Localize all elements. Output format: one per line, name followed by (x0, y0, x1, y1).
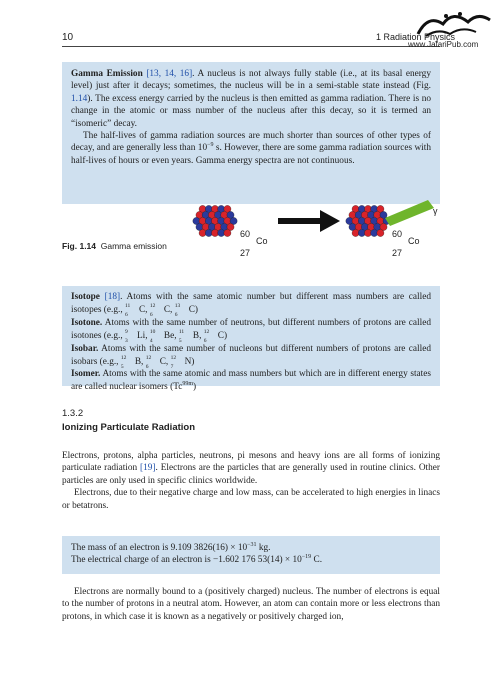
left-number: 27 (240, 248, 251, 258)
gamma-emission-figure (180, 200, 450, 264)
header-rule (62, 46, 440, 47)
isotope-examples (124, 303, 195, 319)
nuclide-notation: 12 6 (203, 329, 210, 345)
nuclide-symbol: C, (159, 357, 171, 368)
figure-caption: Fig. 1.14 Gamma emission (62, 241, 167, 251)
isotone-examples (124, 329, 224, 345)
nuclide-symbol: C, (163, 305, 175, 316)
right-symbol: Co (408, 236, 420, 246)
electron-constants-box: The mass of an electron is 9.109 $3826(16) \times 10^{-31}$ kg. The electrical charge of an electron is −1.602 176 $53(14) \times 10^{-19}$ C. (62, 536, 440, 574)
nuclide-symbol: Li, (136, 331, 150, 342)
nuclide-notation: 10 4 (149, 329, 156, 345)
gamma-symbol: γ (433, 206, 438, 216)
isotope-ref[interactable]: [18] (104, 292, 121, 302)
nuclide-symbol: Be, (163, 331, 179, 342)
body-text-2: Electrons are normally bound to a (positively charged) nucleus. The number of electrons is equal to the number of protons in a neutral atom. However, an atom can contain more or less electrons than protons, in which case it is known as a negatively or positively charged ion, (62, 587, 440, 622)
section-title: Ionizing Particulate Radiation (62, 422, 196, 433)
nucleus-left-icon (193, 205, 237, 236)
nucleon (377, 229, 384, 236)
nucleus-right-icon (346, 205, 390, 236)
nucleon (224, 229, 231, 236)
left-symbol: Co (256, 236, 268, 246)
publisher-url: www.JafariPub.com (408, 40, 479, 49)
nuclide-notation: 12 7 (170, 355, 177, 371)
right-number: 27 (392, 248, 403, 258)
running-title: 1 Radiation Physics (376, 32, 456, 42)
nuclide-symbol: C, (138, 305, 150, 316)
gamma-emission-box: Gamma Emission [13, 14, 16]. A nucleus is not always fully stable (i.e., at its basal energy level) just after it decays; sometimes, the nucleus will be in a semi-stable state instead (Fig. 1.14). The excess energy carried by the nucleus is then emitted as gamma radiation. There is no change in the atomic or mass number of the nucleus after this decay, so it is termed an “isomeric” decay. The half-lives of gamma radiation sources are much shorter than sources of other types of decay, and are generally less than $10^{-9}$ s. However, there are some gamma radiation sources with half-lives of hours or even years. Gamma energy spectra are not continuous. (62, 62, 440, 204)
arrow-icon (278, 210, 340, 232)
nuclide-notation: 11 6 (124, 303, 131, 319)
section-number: 1.3.2 (62, 408, 84, 419)
nuclide-notation: 11 5 (178, 329, 185, 345)
nuclide-notation: 12 6 (149, 303, 156, 319)
nuclide-notation: 12 5 (120, 355, 127, 371)
figure-link[interactable]: 1.14 (71, 93, 88, 104)
nuclide-notation: 12 6 (145, 355, 152, 371)
nuclide-symbol: B, (192, 331, 204, 342)
nuclide-symbol: B, (134, 357, 146, 368)
isobar-examples (120, 355, 192, 371)
gamma-ray-icon (385, 200, 434, 226)
nuclide-symbol: N (184, 357, 192, 368)
page-number: 10 (62, 32, 74, 43)
nuclide-notation: 9 3 (124, 329, 128, 345)
isotope-definitions-box: Isotope [18]. Atoms with the same atomic number but different mass numbers are called isotopes (e.g., 11 6 C, 12 6 C, 13 6 C) Isotone. Atoms with the same number of neutrons, but different numbers of protons are called isotones (e.g., 9 3 Li, 10 4 Be, 11 5 B, 12 6 C) Isobar. Atoms with the same number of nucleons but different numbers of protons are called isobars (e.g., 12 5 B, 12 6 C, 12 7 N) Isomer. Atoms with the same atomic and mass numbers but which are in different energy states are called nuclear isomers $(Tc^{99m})$ (62, 286, 440, 386)
gamma-refs[interactable]: [13, 14, 16] (146, 69, 193, 79)
right-mass: 60 (392, 229, 403, 239)
left-mass: 60 (240, 229, 251, 239)
nuclide-symbol: C (188, 305, 195, 316)
body-text-1: Electrons, protons, alpha particles, neutrons, pi mesons and heavy ions are all forms of ionizing particulate radiation [19]. Electrons are the particles that are generally used in routine clinics. Other particles are only used in specific clinics worldwide. Electrons, due to their negative charge and low mass, can be accelerated to high energies in linacs or betatrons. (62, 451, 441, 511)
gamma-title: Gamma Emission (71, 69, 143, 79)
nuclide-symbol: C (217, 331, 224, 342)
nuclide-notation: 13 6 (174, 303, 181, 319)
ref-19[interactable]: [19] (140, 463, 156, 474)
